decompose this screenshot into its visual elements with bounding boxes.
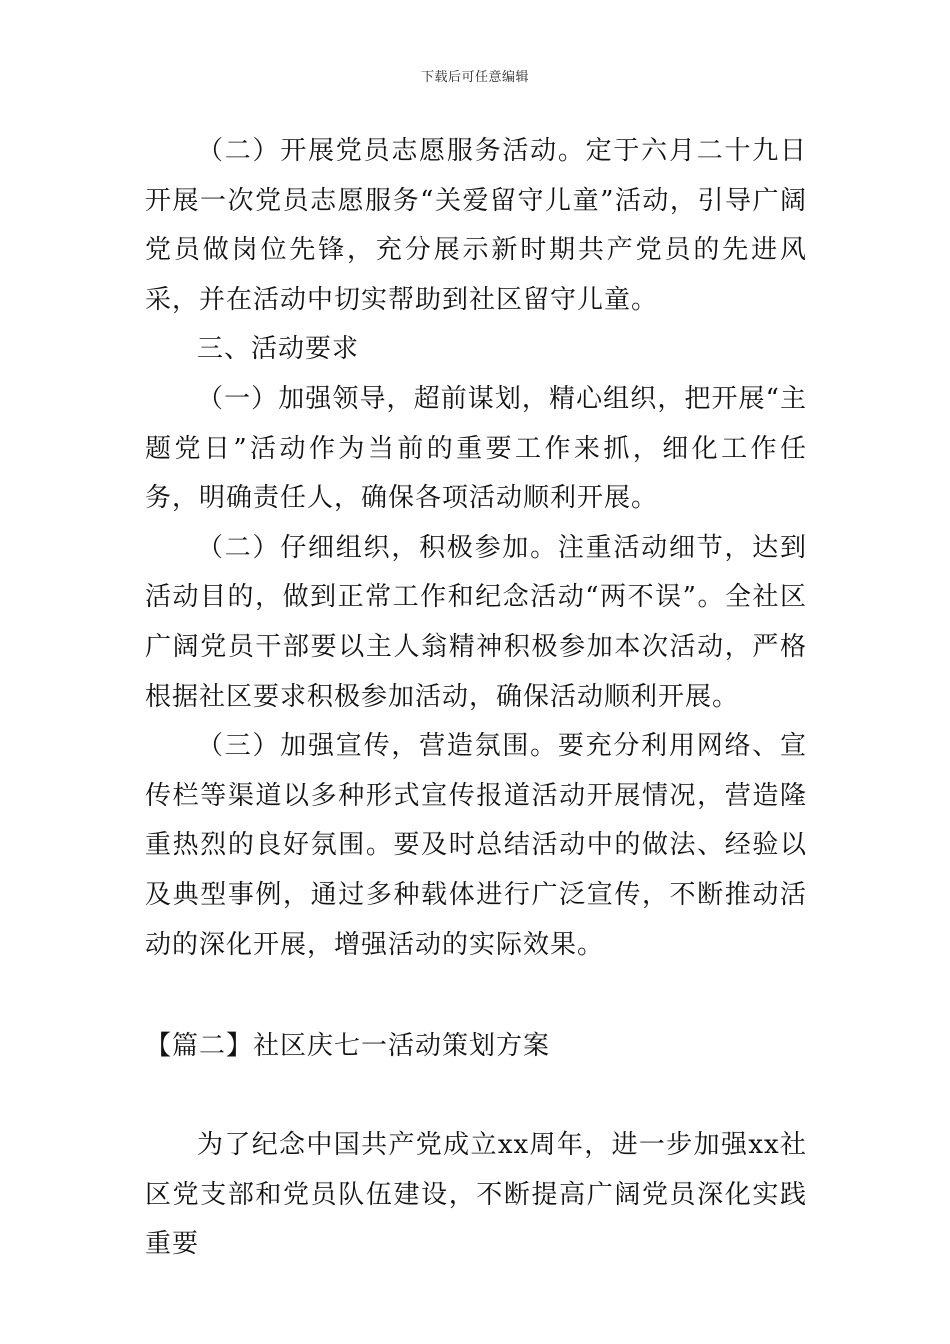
- paragraph-volunteer-service: （二）开展党员志愿服务活动。定于六月二十九日开展一次党员志愿服务“关爱留守儿童”活动，引导广阔党员做岗位先锋，充分展示新时期共产党员的先进风采，并在活动中切实帮助到社区留守儿童。: [145, 136, 807, 315]
- heading-activity-requirements: 三、活动要求: [197, 334, 360, 365]
- body-section-b: [145, 1121, 807, 1270]
- body-section-a: [145, 127, 807, 970]
- paragraph-requirement-3: （三）加强宣传，营造氛围。要充分利用网络、宣传栏等渠道以多种形式宣传报道活动开展情况，营造隆重热烈的良好氛围。要及时总结活动中的做法、经验以及典型事例，通过多种载体进行广泛宣传，不断推动活动的深化开展，增强活动的实际效果。: [145, 731, 807, 960]
- header-note: 下载后可任意编辑: [420, 70, 529, 85]
- section-title: 【篇二】社区庆七一活动策划方案: [145, 1031, 551, 1061]
- paragraph-requirement-2: （二）仔细组织，积极参加。注重活动细节，达到活动目的，做到正常工作和纪念活动“两不误”。全社区广阔党员干部要以主人翁精神积极参加本次活动，严格根据社区要求积极参加活动，确保活动顺利开展。: [145, 532, 807, 712]
- paragraph-intro: 为了纪念中国共产党成立xx周年，进一步加强xx社区党支部和党员队伍建设，不断提高广阔党员深化实践重要: [145, 1130, 807, 1260]
- paragraph-requirement-1: （一）加强领导，超前谋划，精心组织，把开展“主题党日”活动作为当前的重要工作来抓，细化工作任务，明确责任人，确保各项活动顺利开展。: [145, 383, 807, 514]
